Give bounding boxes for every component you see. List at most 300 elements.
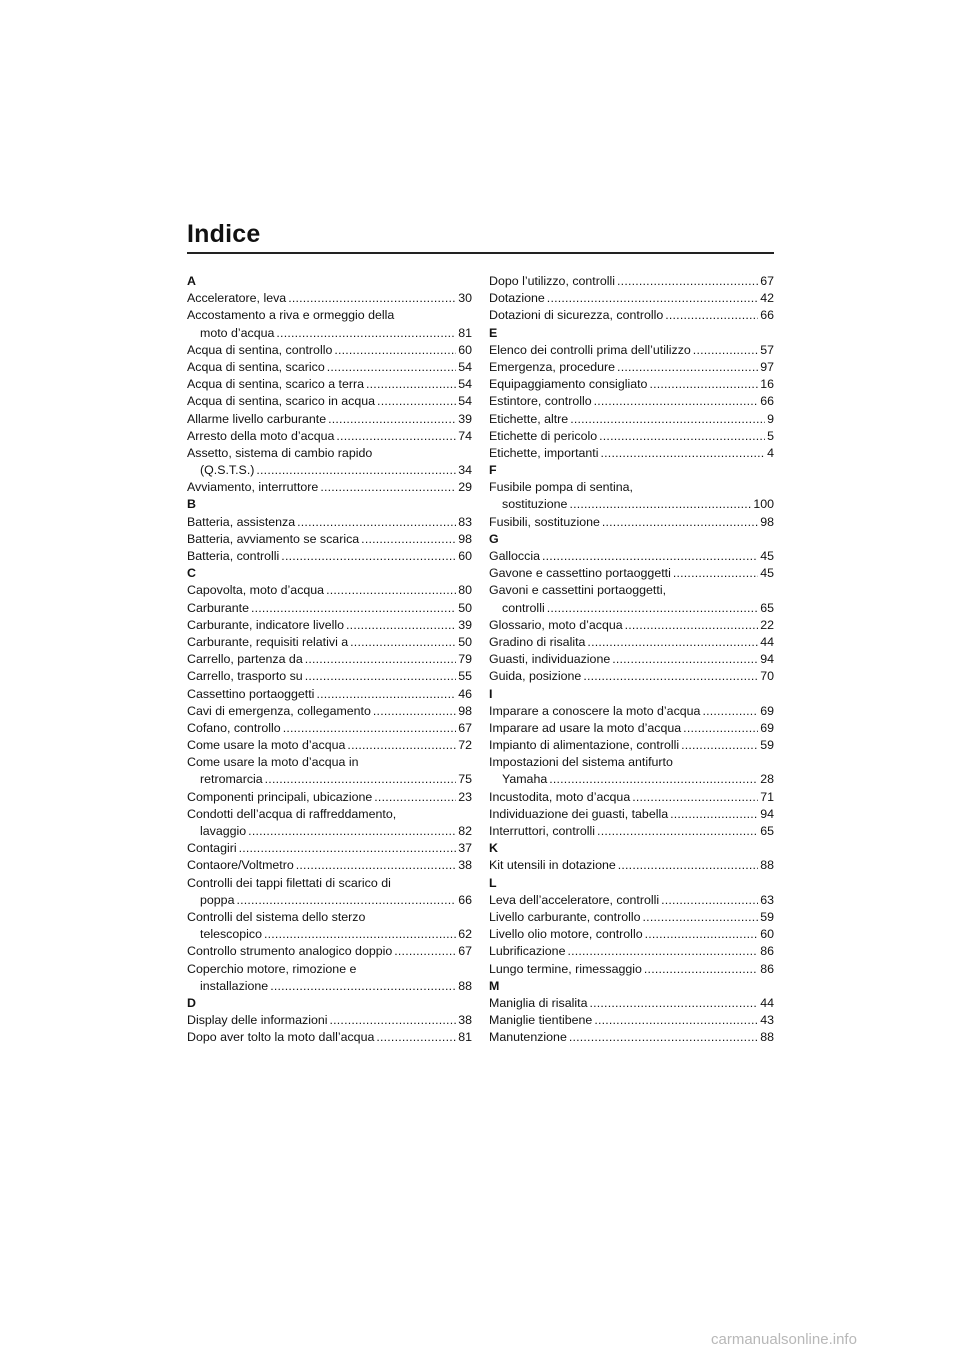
page-number: 66 — [458, 892, 472, 907]
index-entry-text: Maniglia di risalita — [489, 995, 588, 1010]
page-number: 37 — [458, 841, 472, 856]
section-letter: G — [489, 531, 499, 546]
index-entry — [187, 393, 472, 410]
dot-leader — [618, 857, 758, 874]
page-number: 34 — [458, 463, 472, 478]
dot-leader — [570, 411, 765, 428]
index-entry-line: Impostazioni del sistema antifurto — [489, 755, 673, 770]
index-entry — [489, 737, 774, 754]
index-entry — [489, 634, 774, 651]
index-entry — [489, 961, 774, 978]
index-entry-text: (Q.S.T.S.) — [200, 463, 255, 478]
index-entry — [489, 411, 774, 428]
dot-leader — [276, 325, 456, 342]
index-entry-text: Etichette, importanti — [489, 445, 599, 460]
page-number: 60 — [458, 549, 472, 563]
index-entry-line: Fusibile pompa di sentina, — [489, 480, 633, 495]
index-entry — [489, 393, 774, 410]
page-number: 46 — [458, 686, 472, 701]
page-number: 39 — [458, 411, 472, 426]
index-entry-line: Gavoni e cassettini portaoggetti, — [489, 583, 667, 598]
index-entry — [187, 359, 472, 376]
index-entry — [187, 531, 472, 548]
dot-leader — [617, 273, 758, 290]
index-entry — [489, 290, 774, 307]
index-entry — [489, 342, 774, 359]
index-entry — [489, 445, 774, 462]
dot-leader — [251, 600, 456, 617]
dot-leader — [602, 514, 758, 531]
index-entry-text: Equipaggiamento consigliato — [489, 377, 648, 392]
dot-leader — [569, 1029, 758, 1046]
index-entry — [187, 668, 472, 685]
dot-leader — [248, 823, 456, 840]
index-entry-text: Controllo strumento analogico doppio — [187, 944, 393, 959]
index-entry — [187, 290, 472, 307]
index-entry — [489, 771, 774, 788]
index-entry-text: Acqua di sentina, controllo — [187, 342, 333, 357]
index-entry-text: Avviamento, interruttore — [187, 480, 319, 495]
index-entry — [489, 703, 774, 720]
index-entry — [489, 1012, 774, 1029]
index-entry-text: Galloccia — [489, 549, 540, 563]
section-letter: C — [187, 566, 196, 581]
page-number: 62 — [458, 927, 472, 942]
index-entry-text: Emergenza, procedure — [489, 359, 616, 374]
index-entry-text: Componenti principali, ubicazione — [187, 789, 373, 804]
page-number: 66 — [760, 308, 774, 323]
index-entry-text: Imparare a conoscere la moto d’acqua — [489, 703, 701, 718]
dot-leader — [601, 445, 766, 462]
index-entry — [489, 789, 774, 806]
page-number: 88 — [760, 858, 774, 873]
dot-leader — [625, 617, 759, 634]
index-entry — [187, 703, 472, 720]
index-entry — [187, 462, 472, 479]
index-entry-text: Interruttori, controlli — [489, 824, 596, 838]
dot-leader — [693, 342, 758, 359]
page-number: 9 — [767, 411, 774, 426]
page-number: 63 — [760, 892, 774, 907]
dot-leader — [316, 686, 456, 703]
dot-leader — [547, 600, 759, 617]
page-number: 88 — [760, 1030, 774, 1045]
index-entry — [489, 892, 774, 909]
index-entry — [187, 514, 472, 531]
dot-leader — [347, 737, 456, 754]
dot-leader — [264, 926, 456, 943]
dot-leader — [270, 978, 456, 995]
index-entry — [489, 565, 774, 582]
dot-leader — [326, 582, 456, 599]
index-entry-text: Fusibili, sostituzione — [489, 514, 600, 529]
index-entry-text: Elenco dei controlli prima dell’utilizzo — [489, 342, 691, 357]
page-number: 30 — [458, 291, 472, 306]
index-entry-text: Guida, posizione — [489, 669, 582, 684]
dot-leader — [377, 393, 456, 410]
index-entry-line: Controlli dei tappi filettati di scarico di — [187, 875, 391, 890]
title-divider — [187, 252, 774, 254]
page-number: 38 — [458, 1013, 472, 1028]
dot-leader — [569, 496, 751, 513]
index-entry — [187, 428, 472, 445]
index-entry — [187, 686, 472, 703]
page-number: 82 — [458, 824, 472, 838]
index-column-left — [187, 273, 472, 1046]
index-entry — [187, 926, 472, 943]
index-entry-text: Etichette, altre — [489, 411, 569, 426]
dot-leader — [239, 840, 457, 857]
page-number: 5 — [767, 428, 774, 443]
index-entry — [187, 943, 472, 960]
index-entry — [187, 617, 472, 634]
page-number: 94 — [760, 806, 774, 821]
index-entry-text: controlli — [502, 600, 545, 615]
page-number: 69 — [760, 703, 774, 718]
index-entry-text: telescopico — [200, 927, 262, 942]
page-number: 94 — [760, 652, 774, 667]
index-entry — [187, 411, 472, 428]
index-entry-line: Coperchio motore, rimozione e — [187, 961, 357, 976]
index-entry-text: Allarme livello carburante — [187, 411, 327, 426]
dot-leader — [376, 1029, 456, 1046]
page-number: 55 — [458, 669, 472, 684]
index-entry-line: Controlli del sistema dello sterzo — [187, 909, 366, 924]
index-entry — [187, 857, 472, 874]
index-entry-text: Glossario, moto d’acqua — [489, 617, 623, 632]
index-entry-text: Dopo aver tolto la moto dall’acqua — [187, 1030, 375, 1045]
index-entry-text: Guasti, individuazione — [489, 652, 611, 667]
page-number: 45 — [760, 549, 774, 563]
index-entry-text: Carburante, requisiti relativi a — [187, 634, 349, 649]
index-entry-text: Carrello, partenza da — [187, 652, 303, 667]
index-entry-text: poppa — [200, 892, 235, 907]
index-entry-text: Livello olio motore, controllo — [489, 927, 643, 942]
index-entry-text: Display delle informazioni — [187, 1013, 328, 1028]
dot-leader — [683, 720, 758, 737]
dot-leader — [256, 462, 456, 479]
index-entry — [187, 892, 472, 909]
index-entry-line: Assetto, sistema di cambio rapido — [187, 445, 373, 460]
page-number: 69 — [760, 720, 774, 735]
index-entry-text: Acqua di sentina, scarico in acqua — [187, 394, 376, 409]
index-entry-text: Contagiri — [187, 841, 237, 856]
page-number: 88 — [458, 978, 472, 993]
index-entry — [489, 359, 774, 376]
dot-leader — [327, 359, 456, 376]
index-entry-text: sostituzione — [502, 497, 568, 512]
dot-leader — [594, 1012, 758, 1029]
page-number: 42 — [760, 291, 774, 306]
index-entry-text: installazione — [200, 978, 269, 993]
dot-leader — [336, 428, 456, 445]
dot-leader — [643, 909, 759, 926]
index-entry — [187, 771, 472, 788]
dot-leader — [681, 737, 758, 754]
index-entry — [187, 479, 472, 496]
index-entry — [187, 548, 472, 565]
dot-leader — [297, 514, 456, 531]
dot-leader — [346, 617, 456, 634]
dot-leader — [583, 668, 758, 685]
dot-leader — [549, 771, 758, 788]
section-letter: M — [489, 978, 500, 993]
dot-leader — [587, 634, 758, 651]
index-entry-text: Yamaha — [502, 772, 548, 787]
dot-leader — [265, 771, 457, 788]
dot-leader — [366, 376, 456, 393]
index-entry — [489, 617, 774, 634]
index-entry — [187, 634, 472, 651]
page-number: 75 — [458, 772, 472, 787]
index-entry-text: Carrello, trasporto su — [187, 669, 303, 684]
index-entry-text: Acceleratore, leva — [187, 291, 287, 306]
index-entry-text: Estintore, controllo — [489, 394, 592, 409]
index-entry-text: Etichette di pericolo — [489, 428, 598, 443]
index-entry-text: Incustodita, moto d’acqua — [489, 789, 631, 804]
page-number: 54 — [458, 394, 472, 409]
index-entry-text: Livello carburante, controllo — [489, 909, 641, 924]
page-number: 60 — [760, 927, 774, 942]
page-number: 72 — [458, 738, 472, 753]
page-number: 44 — [760, 634, 774, 649]
dot-leader — [632, 789, 758, 806]
index-entry — [489, 823, 774, 840]
index-entry-text: Cavi di emergenza, collegamento — [187, 703, 371, 718]
index-entry — [489, 926, 774, 943]
index-entry-text: Individuazione dei guasti, tabella — [489, 806, 669, 821]
index-entry-text: moto d’acqua — [200, 325, 275, 340]
section-letter: L — [489, 875, 497, 890]
page-number: 83 — [458, 514, 472, 529]
index-entry-text: Cofano, controllo — [187, 720, 281, 735]
dot-leader — [597, 823, 758, 840]
dot-leader — [665, 307, 758, 324]
page-number: 98 — [760, 514, 774, 529]
page-number: 38 — [458, 858, 472, 873]
index-column-right — [489, 273, 774, 1046]
dot-leader — [350, 634, 456, 651]
page-number: 81 — [458, 1030, 472, 1045]
index-entry-text: Batteria, controlli — [187, 549, 280, 563]
dot-leader — [281, 548, 456, 565]
index-entry-line: Accostamento a riva e ormeggio della — [187, 308, 395, 323]
page-number: 28 — [760, 772, 774, 787]
index-entry — [489, 600, 774, 617]
index-entry-text: Capovolta, moto d’acqua — [187, 583, 325, 598]
dot-leader — [320, 479, 456, 496]
page-number: 98 — [458, 703, 472, 718]
index-entry — [187, 582, 472, 599]
page-number: 100 — [753, 497, 774, 512]
section-letter: A — [187, 274, 196, 288]
dot-leader — [673, 565, 758, 582]
dot-leader — [617, 359, 758, 376]
index-entry-text: Contaore/Voltmetro — [187, 858, 294, 873]
index-entry — [187, 823, 472, 840]
page-number: 65 — [760, 824, 774, 838]
section-letter: B — [187, 497, 196, 512]
dot-leader — [361, 531, 456, 548]
index-entry-text: Carburante, indicatore livello — [187, 617, 345, 632]
index-entry-text: retromarcia — [200, 772, 263, 787]
index-entry — [187, 789, 472, 806]
page-number: 97 — [760, 359, 774, 374]
dot-leader — [547, 290, 758, 307]
index-entry — [489, 943, 774, 960]
index-entry-text: Dotazioni di sicurezza, controllo — [489, 308, 664, 323]
index-entry — [489, 909, 774, 926]
index-entry — [187, 342, 472, 359]
dot-leader — [612, 651, 758, 668]
page-number: 70 — [760, 669, 774, 684]
index-entry-text: Gavone e cassettino portaoggetti — [489, 566, 671, 581]
dot-leader — [305, 668, 457, 685]
index-entry — [489, 806, 774, 823]
page-number: 4 — [767, 445, 774, 460]
index-entry — [489, 651, 774, 668]
index-entry — [187, 1029, 472, 1046]
dot-leader — [394, 943, 456, 960]
dot-leader — [288, 290, 456, 307]
page-number: 54 — [458, 377, 472, 392]
section-letter: E — [489, 325, 498, 340]
dot-leader — [283, 720, 457, 737]
section-letter: F — [489, 463, 497, 478]
page-number: 59 — [760, 909, 774, 924]
index-entry-text: Lungo termine, rimessaggio — [489, 961, 642, 976]
section-letter: I — [489, 686, 493, 701]
dot-leader — [567, 943, 758, 960]
page-number: 66 — [760, 394, 774, 409]
index-entry-text: Leva dell’acceleratore, controlli — [489, 892, 660, 907]
index-entry-text: Dotazione — [489, 291, 545, 306]
index-entry-text: Dopo l’utilizzo, controlli — [489, 274, 616, 288]
index-entry — [187, 840, 472, 857]
index-entry-text: Carburante — [187, 600, 249, 615]
dot-leader — [542, 548, 758, 565]
dot-leader — [373, 703, 456, 720]
watermark: carmanualsonline.info — [711, 1331, 857, 1348]
page-number: 98 — [458, 531, 472, 546]
section-letter: K — [489, 841, 498, 856]
page-number: 16 — [760, 377, 774, 392]
page-number: 23 — [458, 789, 472, 804]
dot-leader — [661, 892, 758, 909]
dot-leader — [330, 1012, 457, 1029]
index-entry — [187, 1012, 472, 1029]
index-entry — [489, 548, 774, 565]
index-entry-line: Condotti dell’acqua di raffreddamento, — [187, 806, 397, 821]
index-entry — [187, 325, 472, 342]
index-entry-text: Acqua di sentina, scarico a terra — [187, 377, 365, 392]
index-entry — [489, 720, 774, 737]
page-number: 67 — [458, 944, 472, 959]
index-entry — [489, 273, 774, 290]
index-entry — [187, 651, 472, 668]
index-entry — [489, 995, 774, 1012]
index-entry-line: Come usare la moto d’acqua in — [187, 755, 359, 770]
dot-leader — [644, 961, 758, 978]
dot-leader — [374, 789, 456, 806]
index-entry — [489, 496, 774, 513]
index-entry-text: lavaggio — [200, 824, 247, 838]
dot-leader — [645, 926, 759, 943]
index-entry — [489, 1029, 774, 1046]
dot-leader — [589, 995, 758, 1012]
dot-leader — [328, 411, 456, 428]
page-number: 57 — [760, 342, 774, 357]
page-number: 60 — [458, 342, 472, 357]
page-number: 74 — [458, 428, 472, 443]
index-entry-text: Imparare ad usare la moto d’acqua — [489, 720, 682, 735]
dot-leader — [649, 376, 758, 393]
index-entry — [187, 600, 472, 617]
index-entry — [489, 307, 774, 324]
page-number: 80 — [458, 583, 472, 598]
index-entry-text: Impianto di alimentazione, controlli — [489, 738, 680, 753]
page-number: 43 — [760, 1013, 774, 1028]
index-entry — [187, 720, 472, 737]
index-entry-text: Gradino di risalita — [489, 634, 586, 649]
index-entry-text: Manutenzione — [489, 1030, 567, 1045]
page-number: 29 — [458, 480, 472, 495]
page-number: 50 — [458, 600, 472, 615]
index-entry-text: Maniglie tientibene — [489, 1013, 593, 1028]
dot-leader — [599, 428, 765, 445]
page-number: 71 — [760, 789, 774, 804]
dot-leader — [236, 892, 456, 909]
index-entry — [489, 514, 774, 531]
index-entry — [187, 376, 472, 393]
index-entry — [489, 857, 774, 874]
page-number: 79 — [458, 652, 472, 667]
page-number: 67 — [760, 274, 774, 288]
dot-leader — [296, 857, 456, 874]
index-entry — [187, 737, 472, 754]
index-entry — [187, 978, 472, 995]
page-number: 22 — [760, 617, 774, 632]
index-entry — [489, 668, 774, 685]
index-entry-text: Cassettino portaoggetti — [187, 686, 315, 701]
index-entry-text: Batteria, avviamento se scarica — [187, 531, 360, 546]
page-number: 39 — [458, 617, 472, 632]
dot-leader — [702, 703, 758, 720]
page-number: 86 — [760, 961, 774, 976]
index-entry — [489, 428, 774, 445]
page-title: Indice — [187, 220, 261, 248]
page-number: 86 — [760, 944, 774, 959]
index-entry-text: Arresto della moto d’acqua — [187, 428, 335, 443]
page-number: 59 — [760, 738, 774, 753]
index-entry-text: Acqua di sentina, scarico — [187, 359, 325, 374]
page-number: 50 — [458, 634, 472, 649]
page-number: 67 — [458, 720, 472, 735]
dot-leader — [305, 651, 456, 668]
index-entry-text: Come usare la moto d’acqua — [187, 738, 346, 753]
page-number: 45 — [760, 566, 774, 581]
page-number: 65 — [760, 600, 774, 615]
index-entry — [489, 376, 774, 393]
dot-leader — [594, 393, 759, 410]
dot-leader — [670, 806, 758, 823]
index-entry-text: Batteria, assistenza — [187, 514, 296, 529]
page-number: 54 — [458, 359, 472, 374]
page-number: 81 — [458, 325, 472, 340]
index-entry-text: Lubrificazione — [489, 944, 566, 959]
page-number: 44 — [760, 995, 774, 1010]
dot-leader — [334, 342, 456, 359]
